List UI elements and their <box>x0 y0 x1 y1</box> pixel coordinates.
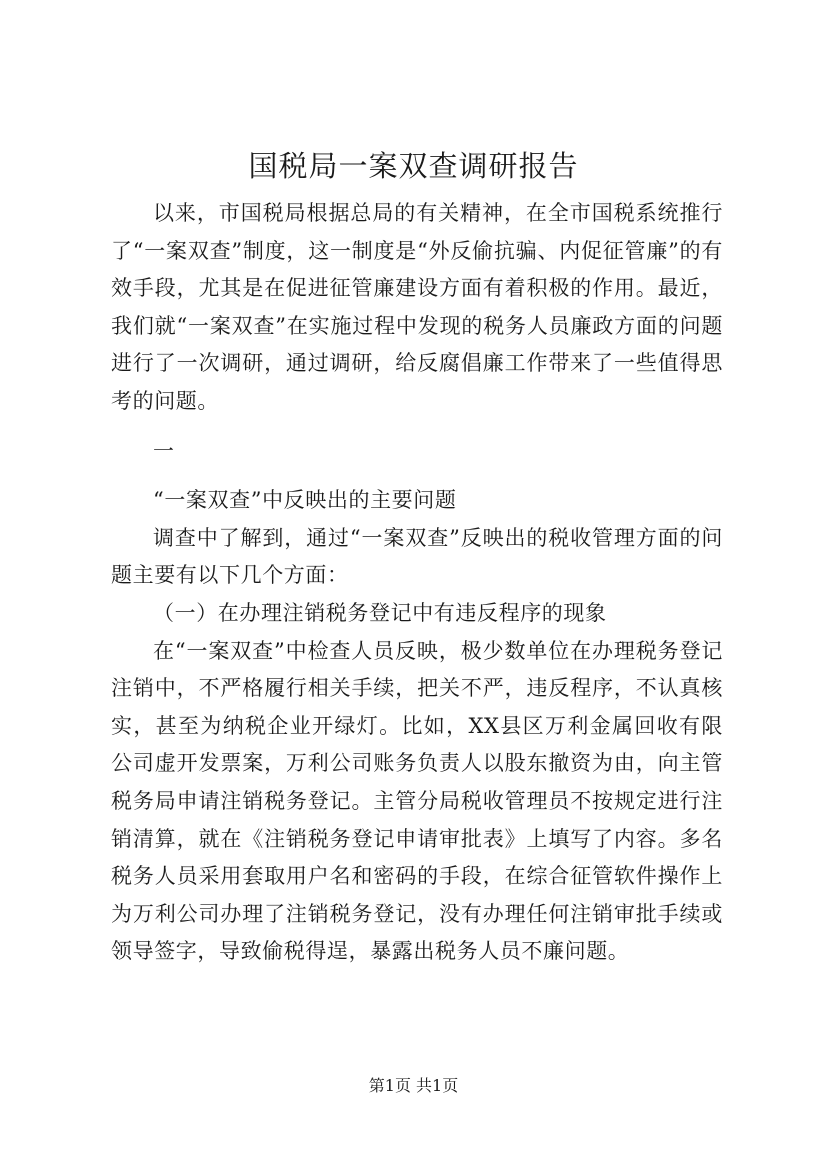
paragraph-intro: 以来，市国税局根据总局的有关精神，在全市国税系统推行了“一案双查”制度，这一制度是“外反偷抗骗、内促征管廉”的有效手段，尤其是在促进征管廉建设方面有着积极的作用。最近，我们就“一案双查”在实施过程中发现的税务人员廉政方面的问题进行了一次调研，通过调研，给反腐倡廉工作带来了一些值得思考的问题。 <box>111 201 723 413</box>
document-title: 国税局一案双查调研报告 <box>248 149 579 183</box>
paragraph-case: 在“一案双查”中检查人员反映，极少数单位在办理税务登记注销中，不严格履行相关手续，把关不严，违反程序，不认真核实，甚至为纳税企业开绿灯。比如，XX县区万利金属回收有限公司虚开发票案，万利公司账务负责人以股东撤资为由，向主管税务局申请注销税务登记。主管分局税收管理员不按规定进行注销清算，就在《注销税务登记申请审批表》上填写了内容。多名税务人员采用套取用户名和密码的手段，在综合征管软件操作上为万利公司办理了注销税务登记，没有办理任何注销审批手续或领导签字，导致偷税得逞，暴露出税务人员不廉问题。 <box>111 638 723 964</box>
subsection-heading: （一）在办理注销税务登记中有违反程序的现象 <box>153 600 607 625</box>
page-footer: 第1页 共1页 <box>368 1076 459 1095</box>
section-heading: “一案双查”中反映出的主要问题 <box>153 488 457 513</box>
paragraph-survey: 调查中了解到，通过“一案双查”反映出的税收管理方面的问题主要有以下几个方面： <box>111 525 723 588</box>
document-body <box>111 195 723 971</box>
section-number: 一 <box>153 438 175 463</box>
